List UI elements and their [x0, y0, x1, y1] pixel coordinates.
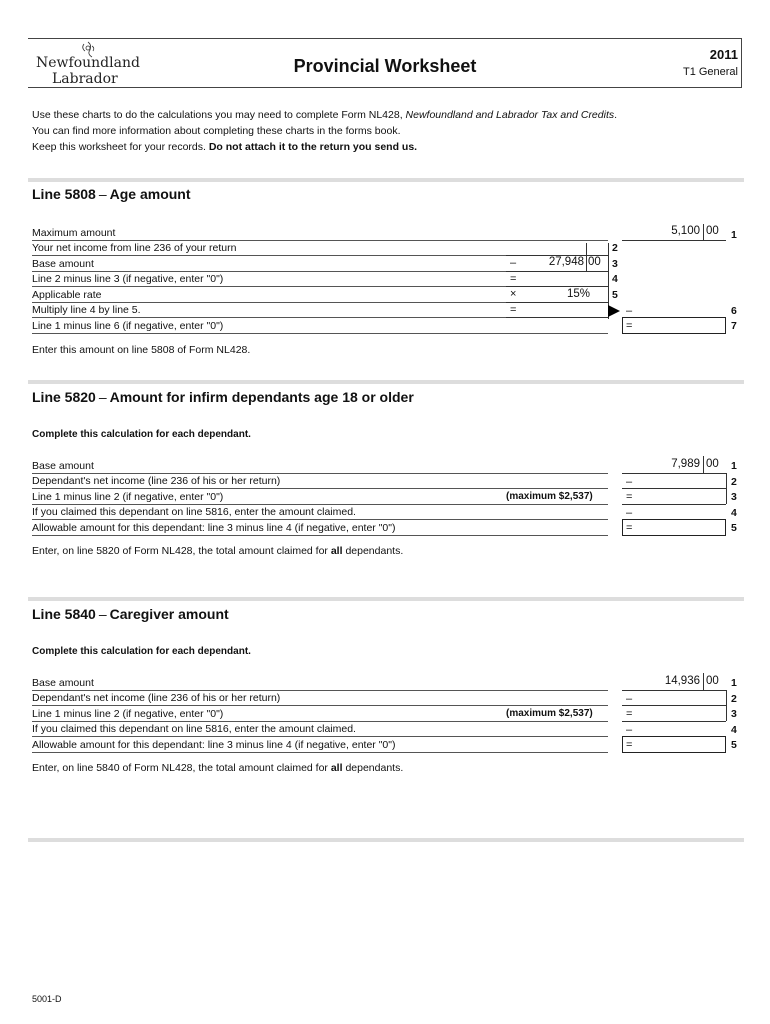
minus-sign: –	[626, 724, 633, 736]
row-label: Base amount	[32, 460, 94, 472]
underline	[32, 752, 608, 753]
line-number: 4	[612, 273, 618, 285]
row-label: Dependant's net income (line 236 of his or her return)	[32, 692, 281, 704]
minus-sign: –	[626, 507, 633, 519]
line-number: 1	[731, 460, 737, 472]
row-label: Maximum amount	[32, 227, 116, 239]
row-label: Line 1 minus line 2 (if negative, enter "0")	[32, 708, 224, 720]
field-divider	[726, 690, 727, 721]
row-label: If you claimed this dependant on line 5816, enter the amount claimed.	[32, 723, 356, 735]
equals-sign: =	[626, 739, 633, 751]
maximum-note: (maximum $2,537)	[506, 708, 593, 719]
underline	[32, 473, 608, 474]
section-footer: Enter, on line 5820 of Form NL428, the total amount claimed for all dependants.	[32, 545, 404, 557]
field-line	[506, 286, 608, 287]
line-number: 3	[731, 491, 737, 503]
field-line	[506, 271, 608, 272]
form-code: 5001-D	[32, 994, 62, 1004]
underline	[32, 255, 506, 256]
logo-line2: Labrador	[52, 71, 118, 87]
field-line	[622, 721, 726, 722]
maximum-amount: 5,100	[671, 225, 700, 237]
section-band	[28, 597, 744, 601]
line-number: 2	[612, 242, 618, 254]
page-title: Provincial Worksheet	[293, 56, 477, 76]
base-cents: 00	[706, 458, 719, 470]
section-band	[28, 380, 744, 384]
field-line	[622, 705, 726, 706]
base-amount: 7,989	[671, 458, 700, 470]
result-box[interactable]	[622, 736, 726, 753]
equals-sign: =	[626, 708, 633, 720]
field-line	[622, 240, 726, 241]
row-label: Base amount	[32, 258, 94, 270]
section-band	[28, 838, 744, 842]
arrow-icon	[608, 305, 620, 317]
field-line	[622, 504, 726, 505]
equals-sign: =	[626, 320, 633, 332]
underline	[32, 302, 506, 303]
row-label: Line 1 minus line 6 (if negative, enter "0")	[32, 320, 224, 332]
row-label: Base amount	[32, 677, 94, 689]
underline	[32, 488, 608, 489]
line-number: 5	[731, 739, 737, 751]
cents-divider	[703, 224, 704, 240]
line-number: 5	[612, 289, 618, 301]
intro-line-3: Keep this worksheet for your records. Do not attach it to the return you send us.	[32, 141, 418, 153]
equals-sign: =	[626, 491, 633, 503]
equals-sign: =	[510, 304, 517, 316]
underline	[32, 317, 506, 318]
cents-divider	[703, 673, 704, 690]
minus-sign: –	[626, 693, 633, 705]
section-footer: Enter this amount on line 5808 of Form NL428.	[32, 344, 251, 356]
times-sign: ×	[510, 288, 517, 300]
underline	[32, 736, 608, 737]
field-line	[506, 317, 608, 318]
line-number: 3	[731, 708, 737, 720]
cents-divider	[703, 456, 704, 473]
line-number: 5	[731, 522, 737, 534]
field-line	[622, 488, 726, 489]
result-box[interactable]	[622, 317, 726, 334]
row-label: Your net income from line 236 of your return	[32, 242, 237, 254]
equals-sign: =	[626, 522, 633, 534]
field-line	[622, 690, 726, 691]
line-number: 1	[731, 677, 737, 689]
line-number: 2	[731, 693, 737, 705]
row-label: Line 2 minus line 3 (if negative, enter "0")	[32, 273, 224, 285]
line-number: 6	[731, 305, 737, 317]
maximum-cents: 00	[706, 225, 719, 237]
maximum-note: (maximum $2,537)	[506, 491, 593, 502]
underline	[32, 333, 608, 334]
line-number: 4	[731, 724, 737, 736]
section-band	[28, 178, 744, 182]
line-number: 1	[731, 229, 737, 241]
row-label: Allowable amount for this dependant: line 3 minus line 4 (if negative, enter "0")	[32, 739, 396, 751]
line-number: 3	[612, 258, 618, 270]
row-label: Dependant's net income (line 236 of his or her return)	[32, 475, 281, 487]
underline	[32, 240, 608, 241]
minus-sign: –	[626, 476, 633, 488]
underline	[32, 690, 608, 691]
line-number: 7	[731, 320, 737, 332]
intro-line-2: You can find more information about completing these charts in the forms book.	[32, 125, 401, 137]
row-label: If you claimed this dependant on line 5816, enter the amount claimed.	[32, 506, 356, 518]
row-label: Applicable rate	[32, 289, 102, 301]
underline	[32, 721, 608, 722]
intro-line-1: Use these charts to do the calculations you may need to complete Form NL428, Newfoundland and Labrador Tax and Credits.	[32, 109, 618, 121]
minus-sign: –	[510, 257, 517, 269]
section-title-5840: Line 5840 – Caregiver amount	[32, 606, 229, 622]
cents-divider	[586, 243, 587, 271]
underline	[32, 286, 506, 287]
base-amount: 14,936	[664, 675, 700, 687]
field-line	[506, 302, 608, 303]
instruction: Complete this calculation for each dependant.	[32, 429, 251, 440]
underline	[32, 519, 608, 520]
section-title-5808: Line 5808 – Age amount	[32, 186, 191, 202]
form-name: T1 General	[682, 66, 738, 78]
underline	[32, 504, 608, 505]
row-label: Allowable amount for this dependant: line 3 minus line 4 (if negative, enter "0")	[32, 522, 396, 534]
line-number: 4	[731, 507, 737, 519]
applicable-rate: 15%	[566, 288, 590, 300]
tax-year: 2011	[709, 47, 738, 62]
section-title-5820: Line 5820 – Amount for infirm dependants age 18 or older	[32, 389, 414, 405]
base-amount: 27,948	[548, 256, 584, 268]
base-cents: 00	[588, 256, 601, 268]
underline	[32, 535, 608, 536]
row-label: Multiply line 4 by line 5.	[32, 304, 141, 316]
logo-line1: Newfoundland	[36, 55, 140, 71]
underline	[32, 271, 506, 272]
base-cents: 00	[706, 675, 719, 687]
row-label: Line 1 minus line 2 (if negative, enter "0")	[32, 491, 224, 503]
equals-sign: =	[510, 273, 517, 285]
field-divider	[726, 473, 727, 504]
field-line	[622, 473, 726, 474]
minus-sign: –	[626, 305, 633, 317]
underline	[32, 705, 608, 706]
instruction: Complete this calculation for each dependant.	[32, 646, 251, 657]
result-box[interactable]	[622, 519, 726, 536]
section-footer: Enter, on line 5840 of Form NL428, the total amount claimed for all dependants.	[32, 762, 404, 774]
line-number: 2	[731, 476, 737, 488]
